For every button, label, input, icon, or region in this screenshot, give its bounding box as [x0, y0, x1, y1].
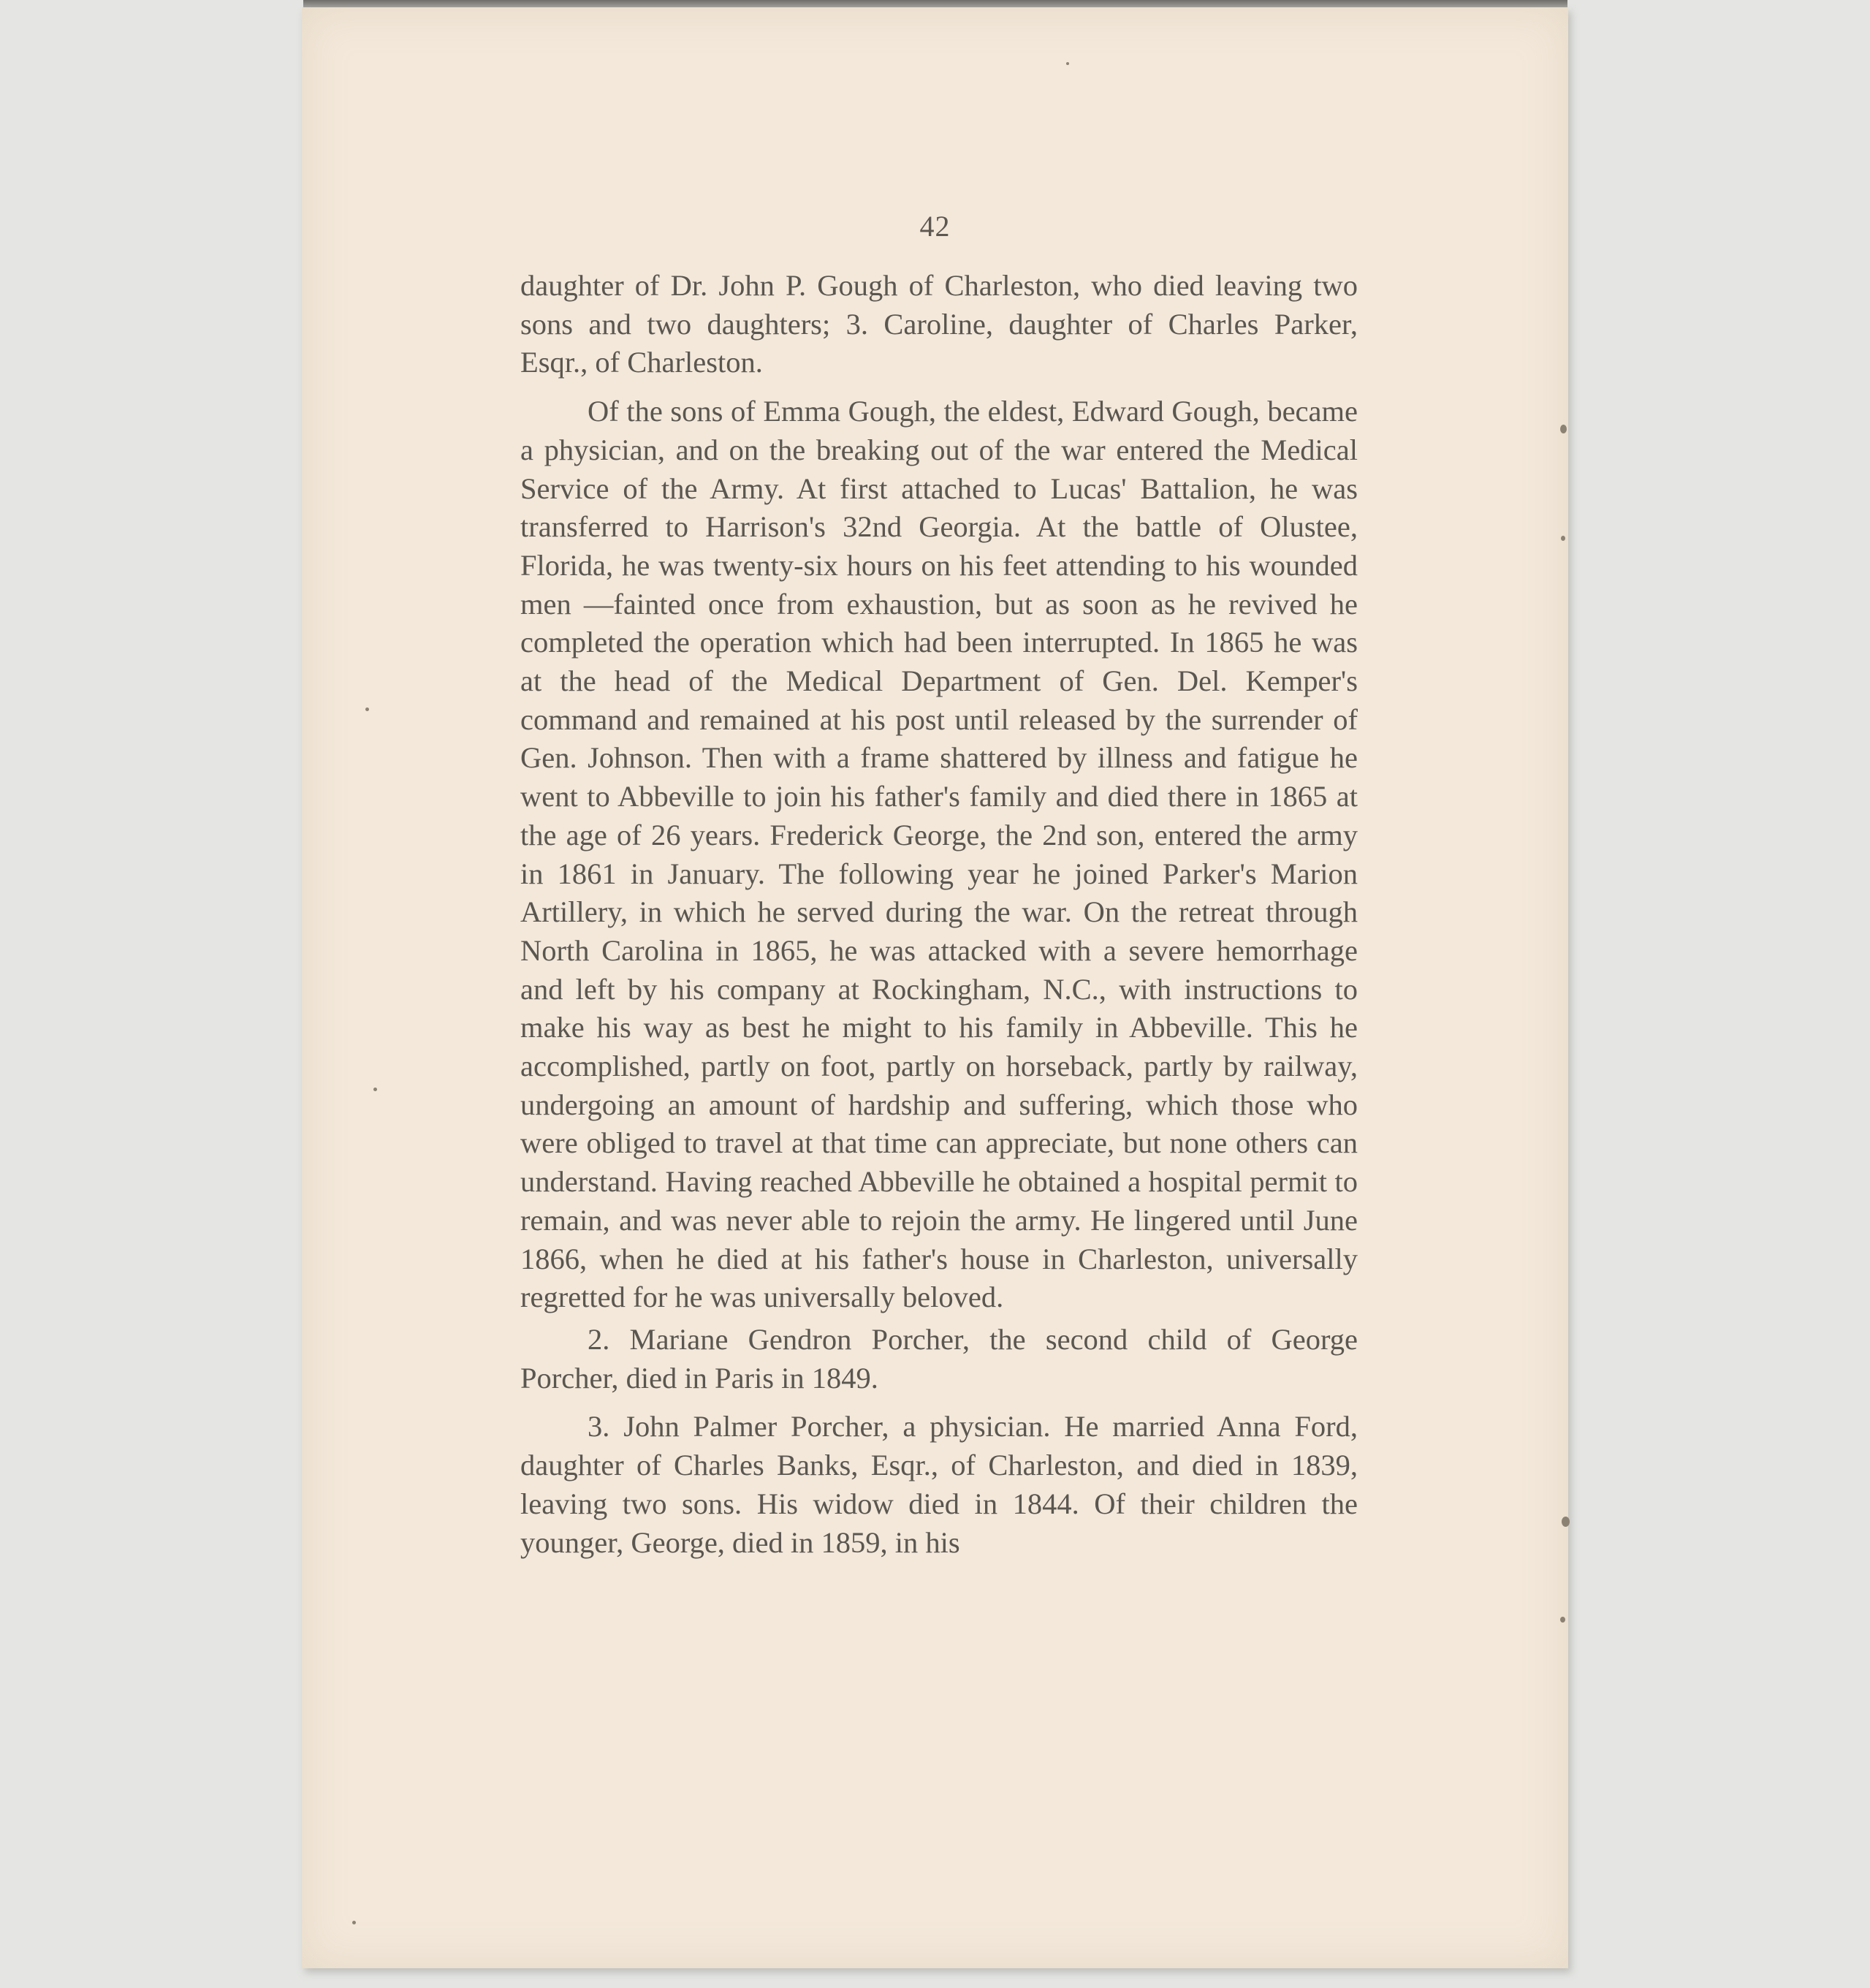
speck: [373, 1088, 377, 1091]
book-page: [302, 7, 1568, 1968]
speck: [1560, 425, 1567, 433]
paragraph-gough-sons: Of the sons of Emma Gough, the eldest, Edward Gough, became a physician, and on the breaking out of the war entered the Medical Service of the Army. At first attached to Lucas' Battalion, he was transferred to Harrison's 32nd Georgia. At the battle of Olustee, Florida, he was twenty-six hours on his feet attending to his wounded men —fainted once from exhaustion, but as soon as he revived he completed the operation which had been interrupted. In 1865 he was at the head of the Medical Department of Gen. Del. Kemper's command and remained at his post until released by the surrender of Gen. Johnson. Then with a frame shattered by illness and fatigue he went to Abbeville to join his father's family and died there in 1865 at the age of 26 years. Frederick George, the 2nd son, entered the army in 1861 in January. The following year he joined Parker's Marion Artillery, in which he served during the war. On the retreat through North Carolina in 1865, he was attacked with a severe hemorrhage and left by his company at Rockingham, N.C., with instructions to make his way as best he might to his family in Abbeville. This he accomplished, partly on foot, partly on horseback, partly by railway, undergoing an amount of hardship and suffering, which those who were obliged to travel at that time can appreciate, but none others can understand. Having reached Abbeville he obtained a hospital permit to remain, and was never able to rejoin the army. He lingered until June 1866, when he died at his father's house in Charleston, universally regretted for he was universally beloved.: [520, 395, 1358, 1314]
speck: [352, 1921, 356, 1924]
paragraph-john-palmer: 3. John Palmer Porcher, a physician. He married Anna Ford, daughter of Charles Banks, Esqr., of Charleston, and died in 1839, leaving two sons. His widow died in 1844. Of their children the younger, George, died in 1859, in his: [520, 1410, 1358, 1559]
speck: [1562, 1517, 1570, 1527]
speck: [1561, 536, 1565, 541]
speck: [1066, 62, 1069, 65]
body-text: [520, 267, 1358, 1562]
speck: [1560, 1617, 1565, 1623]
paragraph-continuation: daughter of Dr. John P. Gough of Charleston, who died leaving two sons and two daughters; 3. Caroline, daughter of Charles Parker, Esqr., of Charleston.: [520, 269, 1358, 379]
speck: [365, 707, 369, 711]
paragraph-mariane: 2. Mariane Gendron Porcher, the second child of George Porcher, died in Paris in 1849.: [520, 1322, 1358, 1395]
page-number: 42: [919, 210, 951, 243]
